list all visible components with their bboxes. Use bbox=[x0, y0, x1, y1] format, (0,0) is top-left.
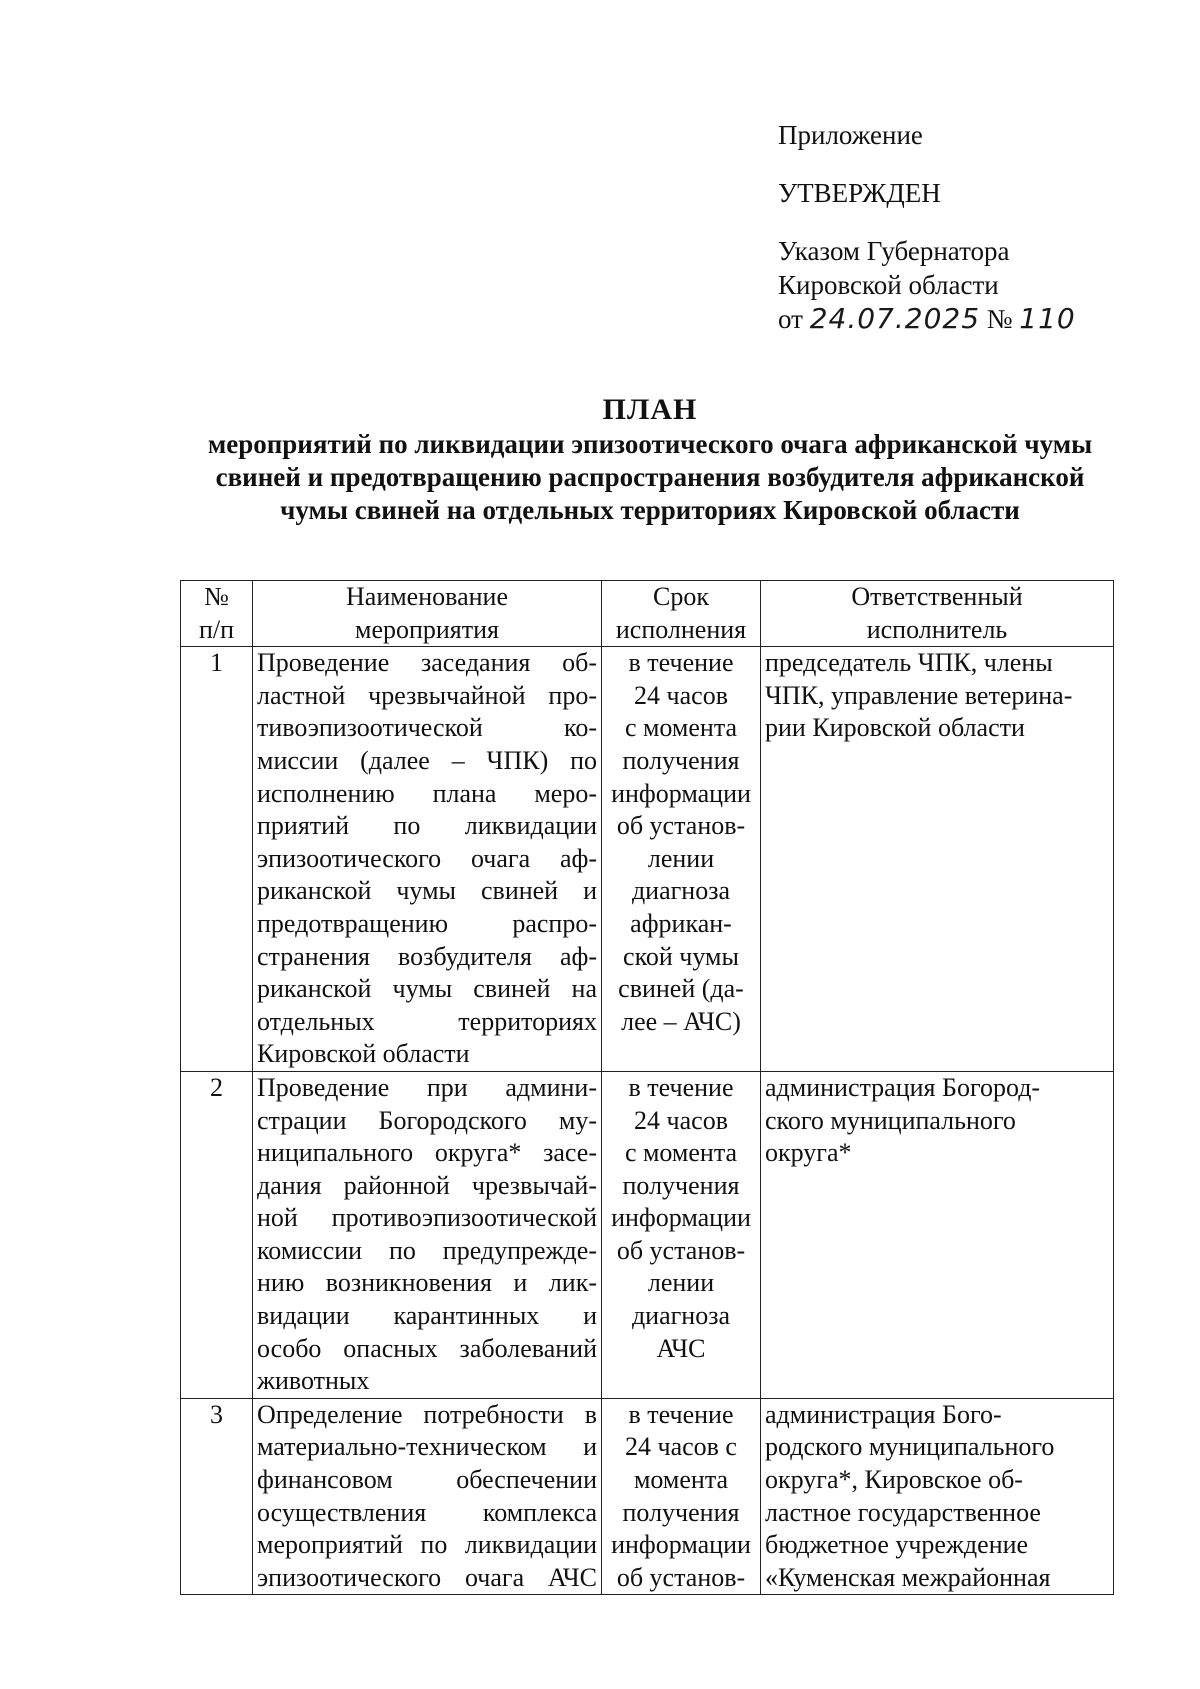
header-term-line: исполнения bbox=[615, 614, 747, 644]
activity-line: эпизоотического очага АЧС bbox=[257, 1562, 597, 1592]
row-number: 2 bbox=[181, 1071, 253, 1398]
row-number: 1 bbox=[181, 647, 253, 1072]
deadline-line: лении bbox=[647, 843, 715, 873]
deadline-line: об установ- bbox=[616, 1562, 746, 1592]
deadline-line: с момента bbox=[624, 1138, 738, 1168]
activity-line: видации карантинных и bbox=[257, 1301, 597, 1331]
deadline-line: об установ- bbox=[616, 811, 746, 841]
header-name-line: мероприятия bbox=[354, 614, 499, 644]
activity-line: тивоэпизоотической ко- bbox=[257, 713, 597, 743]
activity-line: материально-техническом и bbox=[257, 1432, 597, 1462]
responsible-line: рии Кировской области bbox=[765, 713, 1025, 743]
responsible-line: округа*, Кировское об- bbox=[765, 1465, 1023, 1495]
appendix-label: Приложение bbox=[778, 120, 923, 150]
responsible-line: администрация Богород- bbox=[765, 1072, 1041, 1102]
activity-line: исполнению плана меро- bbox=[257, 778, 597, 808]
header-num-line: № bbox=[204, 582, 229, 611]
responsible-line: ского муниципального bbox=[765, 1105, 1016, 1135]
row-responsible bbox=[761, 647, 1114, 1072]
date-prefix: от bbox=[778, 304, 803, 334]
activity-line: миссии (далее – ЧПК) по bbox=[257, 745, 597, 775]
deadline-line: в течение bbox=[628, 1399, 734, 1429]
header-name-line: Наименование bbox=[346, 582, 508, 611]
header-resp-line: исполнитель bbox=[866, 614, 1008, 644]
row-responsible bbox=[761, 1398, 1114, 1595]
activity-line: животных bbox=[257, 1366, 370, 1396]
deadline-line: с момента bbox=[624, 713, 738, 743]
deadline-line: получения bbox=[622, 1170, 740, 1200]
responsible-line: ЧПК, управление ветерина- bbox=[765, 680, 1073, 710]
activity-line: ниципального округа* засе- bbox=[257, 1138, 597, 1168]
deadline-line: момента bbox=[633, 1465, 729, 1495]
deadline-line: диагноза bbox=[631, 1301, 731, 1331]
activity-line: Проведение заседания об- bbox=[257, 648, 597, 678]
deadline-line: получения bbox=[622, 745, 740, 775]
deadline-line: ской чумы bbox=[623, 941, 739, 971]
deadline-line: получения bbox=[622, 1497, 740, 1527]
deadline-line: 24 часов bbox=[634, 1105, 728, 1135]
activity-line: мероприятий по ликвидации bbox=[257, 1530, 597, 1560]
activity-line: комиссии по предупрежде- bbox=[257, 1235, 597, 1265]
header-name bbox=[253, 581, 602, 647]
activity-line: риканской чумы свиней и bbox=[257, 876, 597, 906]
spacer bbox=[778, 152, 1138, 176]
header-resp bbox=[761, 581, 1114, 647]
deadline-line: африкан- bbox=[630, 908, 732, 938]
handwritten-date: 24.07.2025 bbox=[809, 302, 981, 335]
activity-line: финансовом обеспечении bbox=[257, 1465, 597, 1495]
header-num-line: п/п bbox=[198, 614, 235, 644]
document-subtitle-line-2: свиней и предотвращению распространения возбудителя африканской bbox=[215, 462, 1085, 492]
plan-table bbox=[180, 580, 1114, 1595]
document-subtitle-line-1: мероприятий по ликвидации эпизоотического очага африканской чумы bbox=[207, 429, 1093, 459]
header-num bbox=[181, 581, 253, 647]
document-title: ПЛАН bbox=[602, 393, 698, 426]
number-prefix: № bbox=[986, 304, 1013, 334]
deadline-line: информации bbox=[611, 778, 751, 808]
table-row bbox=[181, 1071, 1114, 1398]
activity-line: особо опасных заболеваний bbox=[257, 1333, 597, 1363]
date-number-line bbox=[778, 302, 1138, 336]
activity-line: Определение потребности в bbox=[257, 1399, 597, 1429]
decree-line-1: Указом Губернатора bbox=[778, 236, 1010, 266]
responsible-line: родского муниципального bbox=[765, 1432, 1055, 1462]
header-resp-line: Ответственный bbox=[851, 582, 1023, 611]
deadline-line: лении bbox=[647, 1268, 715, 1298]
approval-block bbox=[778, 118, 1138, 336]
responsible-line: «Куменская межрайонная bbox=[765, 1562, 1051, 1592]
deadline-line: об установ- bbox=[616, 1235, 746, 1265]
activity-line: Кировской области bbox=[257, 1039, 470, 1069]
activity-line: эпизоотического очага аф- bbox=[257, 843, 597, 873]
activity-line: приятий по ликвидации bbox=[257, 811, 597, 841]
activity-line: странения возбудителя аф- bbox=[257, 941, 597, 971]
activity-line: риканской чумы свиней на bbox=[257, 974, 597, 1004]
deadline-line: лее – АЧС) bbox=[621, 1006, 741, 1036]
activity-line: предотвращению распро- bbox=[257, 908, 597, 938]
deadline-line: свиней (да- bbox=[618, 974, 744, 1004]
deadline-line: информации bbox=[611, 1203, 751, 1233]
responsible-line: председатель ЧПК, члены bbox=[765, 648, 1053, 678]
table-row bbox=[181, 647, 1114, 1072]
approved-label: УТВЕРЖДЕН bbox=[778, 178, 941, 208]
activity-line: дания районной чрезвычай- bbox=[257, 1170, 597, 1200]
handwritten-number: 110 bbox=[1019, 302, 1076, 335]
activity-line: осуществления комплекса bbox=[257, 1497, 597, 1527]
row-deadline bbox=[602, 1071, 761, 1398]
activity-line: страции Богородского му- bbox=[257, 1105, 597, 1135]
row-number: 3 bbox=[181, 1398, 253, 1595]
row-responsible bbox=[761, 1071, 1114, 1398]
deadline-line: АЧС bbox=[656, 1333, 706, 1363]
deadline-line: 24 часов bbox=[634, 680, 728, 710]
deadline-line: диагноза bbox=[631, 876, 731, 906]
activity-line: Проведение при админи- bbox=[257, 1072, 597, 1102]
deadline-line: 24 часов с bbox=[625, 1432, 737, 1462]
row-activity bbox=[253, 1071, 602, 1398]
header-term-line: Срок bbox=[653, 582, 709, 611]
activity-line: ной противоэпизоотической bbox=[257, 1203, 597, 1233]
row-deadline bbox=[602, 647, 761, 1072]
responsible-line: бюджетное учреждение bbox=[765, 1530, 1029, 1560]
row-activity bbox=[253, 1398, 602, 1595]
deadline-line: информации bbox=[611, 1530, 751, 1560]
spacer bbox=[778, 210, 1138, 234]
deadline-line: в течение bbox=[628, 648, 734, 678]
row-activity bbox=[253, 647, 602, 1072]
responsible-line: ластное государственное bbox=[765, 1497, 1041, 1527]
document-title-block bbox=[150, 392, 1150, 527]
activity-line: нию возникновения и лик- bbox=[257, 1268, 597, 1298]
table-row bbox=[181, 1398, 1114, 1595]
header-term bbox=[602, 581, 761, 647]
deadline-line: в течение bbox=[628, 1072, 734, 1102]
responsible-line: администрация Бого- bbox=[765, 1399, 1002, 1429]
responsible-line: округа* bbox=[765, 1138, 852, 1168]
activity-line: отдельных территориях bbox=[257, 1006, 597, 1036]
activity-line: ластной чрезвычайной про- bbox=[257, 680, 597, 710]
table-header-row bbox=[181, 581, 1114, 647]
decree-line-2: Кировской области bbox=[778, 270, 999, 300]
document-subtitle-line-3: чумы свиней на отдельных территориях Кировской области bbox=[280, 495, 1020, 525]
row-deadline bbox=[602, 1398, 761, 1595]
